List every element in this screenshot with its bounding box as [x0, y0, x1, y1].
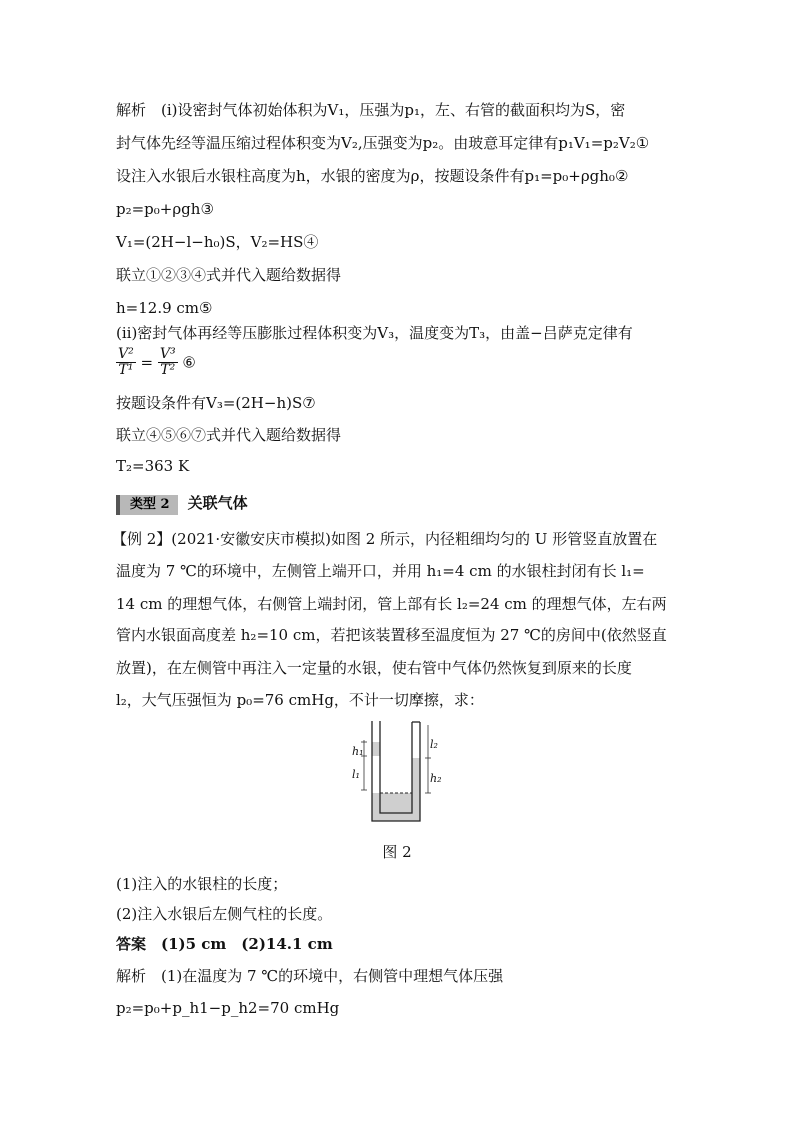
- label-h2: h₂: [430, 772, 442, 785]
- solution-line-11: 联立④⑤⑥⑦式并代入题给数据得: [116, 426, 342, 444]
- solution-b-line-1: 解析 (1)在温度为 7 ℃的环境中，右侧管中理想气体压强: [116, 967, 504, 985]
- solution-line-12: T₂=363 K: [116, 457, 190, 475]
- solution-line-5: V₁=(2H−l−h₀)S，V₂=HS④: [116, 233, 319, 251]
- section-heading: [116, 492, 682, 515]
- solution-line-7: h=12.9 cm⑤: [116, 299, 213, 317]
- example-line-3: 14 cm 的理想气体，右侧管上端封闭，管上部有长 l₂=24 cm 的理想气体，左右两: [116, 595, 667, 613]
- example-line-1: 【例 2】(2021·安徽安庆市模拟)如图 2 所示，内径粗细均匀的 U 形管竖直放置在: [112, 530, 658, 548]
- solution-line-2: 封气体先经等温压缩过程体积变为V₂,压强变为p₂。由玻意耳定律有p₁V₁=p₂V₂①: [116, 134, 650, 152]
- tube-inner-wall: [380, 721, 412, 813]
- mercury-right-column: [412, 758, 420, 798]
- figure-caption: 图 2: [382, 843, 412, 861]
- example-line-5: 放置)，在左侧管中再注入一定量的水银，使右管中气体仍然恢复到原来的长度: [116, 659, 632, 677]
- solution-b-line-2: p₂=p₀+p_h1−p_h2=70 cmHg: [116, 999, 340, 1017]
- label-l1: l₁: [352, 768, 360, 781]
- mercury-bottom: [372, 793, 420, 821]
- label-l2: l₂: [430, 738, 438, 751]
- equals-sign: =: [140, 353, 154, 372]
- answer-line: 答案 (1)5 cm (2)14.1 cm: [116, 935, 333, 953]
- solution-line-4: p₂=p₀+ρgh③: [116, 200, 214, 218]
- question-1: (1)注入的水银柱的长度；: [116, 875, 288, 893]
- equation-mark: ⑥: [182, 353, 196, 372]
- tube-outer-wall: [372, 721, 420, 821]
- type-title: 关联气体: [187, 494, 248, 512]
- solution-line-10: 按题设条件有V₃=(2H−h)S⑦: [116, 394, 316, 412]
- example-line-2: 温度为 7 ℃的环境中，左侧管上端开口，并用 h₁=4 cm 的水银柱封闭有长 l₁=: [116, 562, 645, 580]
- type-tag: 类型 2: [116, 495, 178, 515]
- question-2: (2)注入水银后左侧气柱的长度。: [116, 905, 333, 923]
- solution-line-6: 联立①②③④式并代入题给数据得: [116, 266, 342, 284]
- label-h1: h₁: [352, 745, 364, 758]
- solution-line-3: 设注入水银后水银柱高度为h，水银的密度为ρ，按题设条件有p₁=p₀+ρgh₀②: [116, 167, 629, 185]
- solution-line-1: 解析 (ⅰ)设密封气体初始体积为V₁，压强为p₁，左、右管的截面积均为S，密: [116, 101, 626, 119]
- fraction-right: $\frac{\text{V³}}{\text{T²}}$: [159, 346, 176, 378]
- example-line-4: 管内水银面高度差 h₂=10 cm，若把该装置移至温度恒为 27 ℃的房间中(依然竖直: [116, 626, 667, 644]
- fraction-equation: [116, 347, 682, 387]
- mercury-left-column: [372, 742, 380, 756]
- solution-line-8: (ⅱ)密封气体再经等压膨胀过程体积变为V₃，温度变为T₃，由盖−吕萨克定律有: [116, 324, 633, 342]
- example-line-6: l₂，大气压强恒为 p₀=76 cmHg，不计一切摩擦，求：: [116, 691, 484, 709]
- fraction-left: $\frac{\text{V²}}{\text{T¹}}$: [118, 346, 134, 378]
